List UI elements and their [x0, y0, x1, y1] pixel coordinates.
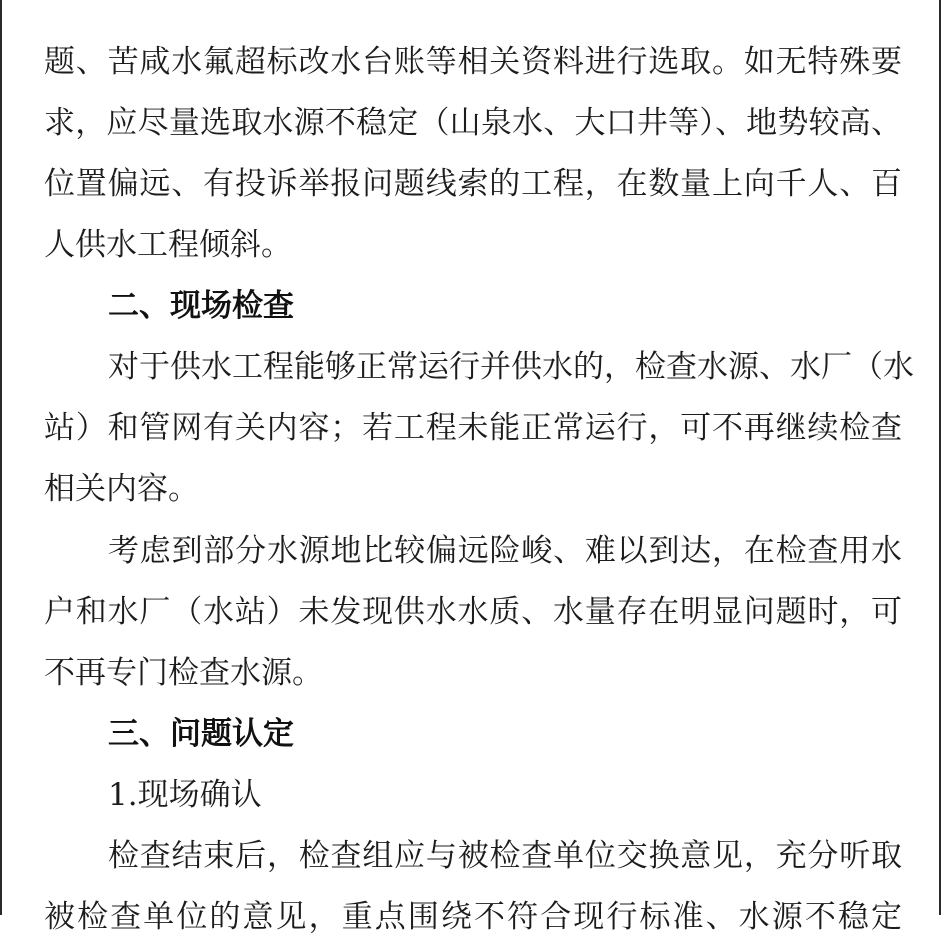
body-text-line: 位置偏远、有投诉举报问题线索的工程，在数量上向千人、百: [44, 166, 902, 202]
section-heading: 三、问题认定: [108, 716, 294, 752]
body-text-line: 站）和管网有关内容；若工程未能正常运行，可不再继续检查: [44, 410, 902, 446]
body-text-line: 户和水厂（水站）未发现供水水质、水量存在明显问题时，可: [44, 594, 902, 630]
body-text-line: 求，应尽量选取水源不稳定（山泉水、大口井等）、地势较高、: [44, 105, 902, 141]
subsection-heading: 1.现场确认: [108, 777, 262, 813]
body-text-line: 被检查单位的意见，重点围绕不符合现行标准、水源不稳定: [44, 899, 902, 935]
body-text-line: 考虑到部分水源地比较偏远险峻、难以到达，在检查用水: [108, 533, 902, 569]
body-text-line: 检查结束后，检查组应与被检查单位交换意见，充分听取: [108, 838, 902, 874]
body-text-line: 人供水工程倾斜。: [44, 227, 292, 263]
section-heading: 二、现场检查: [108, 288, 294, 324]
body-text-line: 相关内容。: [44, 471, 199, 507]
body-text-line: 对于供水工程能够正常运行并供水的，检查水源、水厂（水: [108, 349, 914, 385]
body-text-line: 不再专门检查水源。: [44, 655, 323, 691]
body-text-line: 题、苦咸水氟超标改水台账等相关资料进行选取。如无特殊要: [44, 44, 902, 80]
